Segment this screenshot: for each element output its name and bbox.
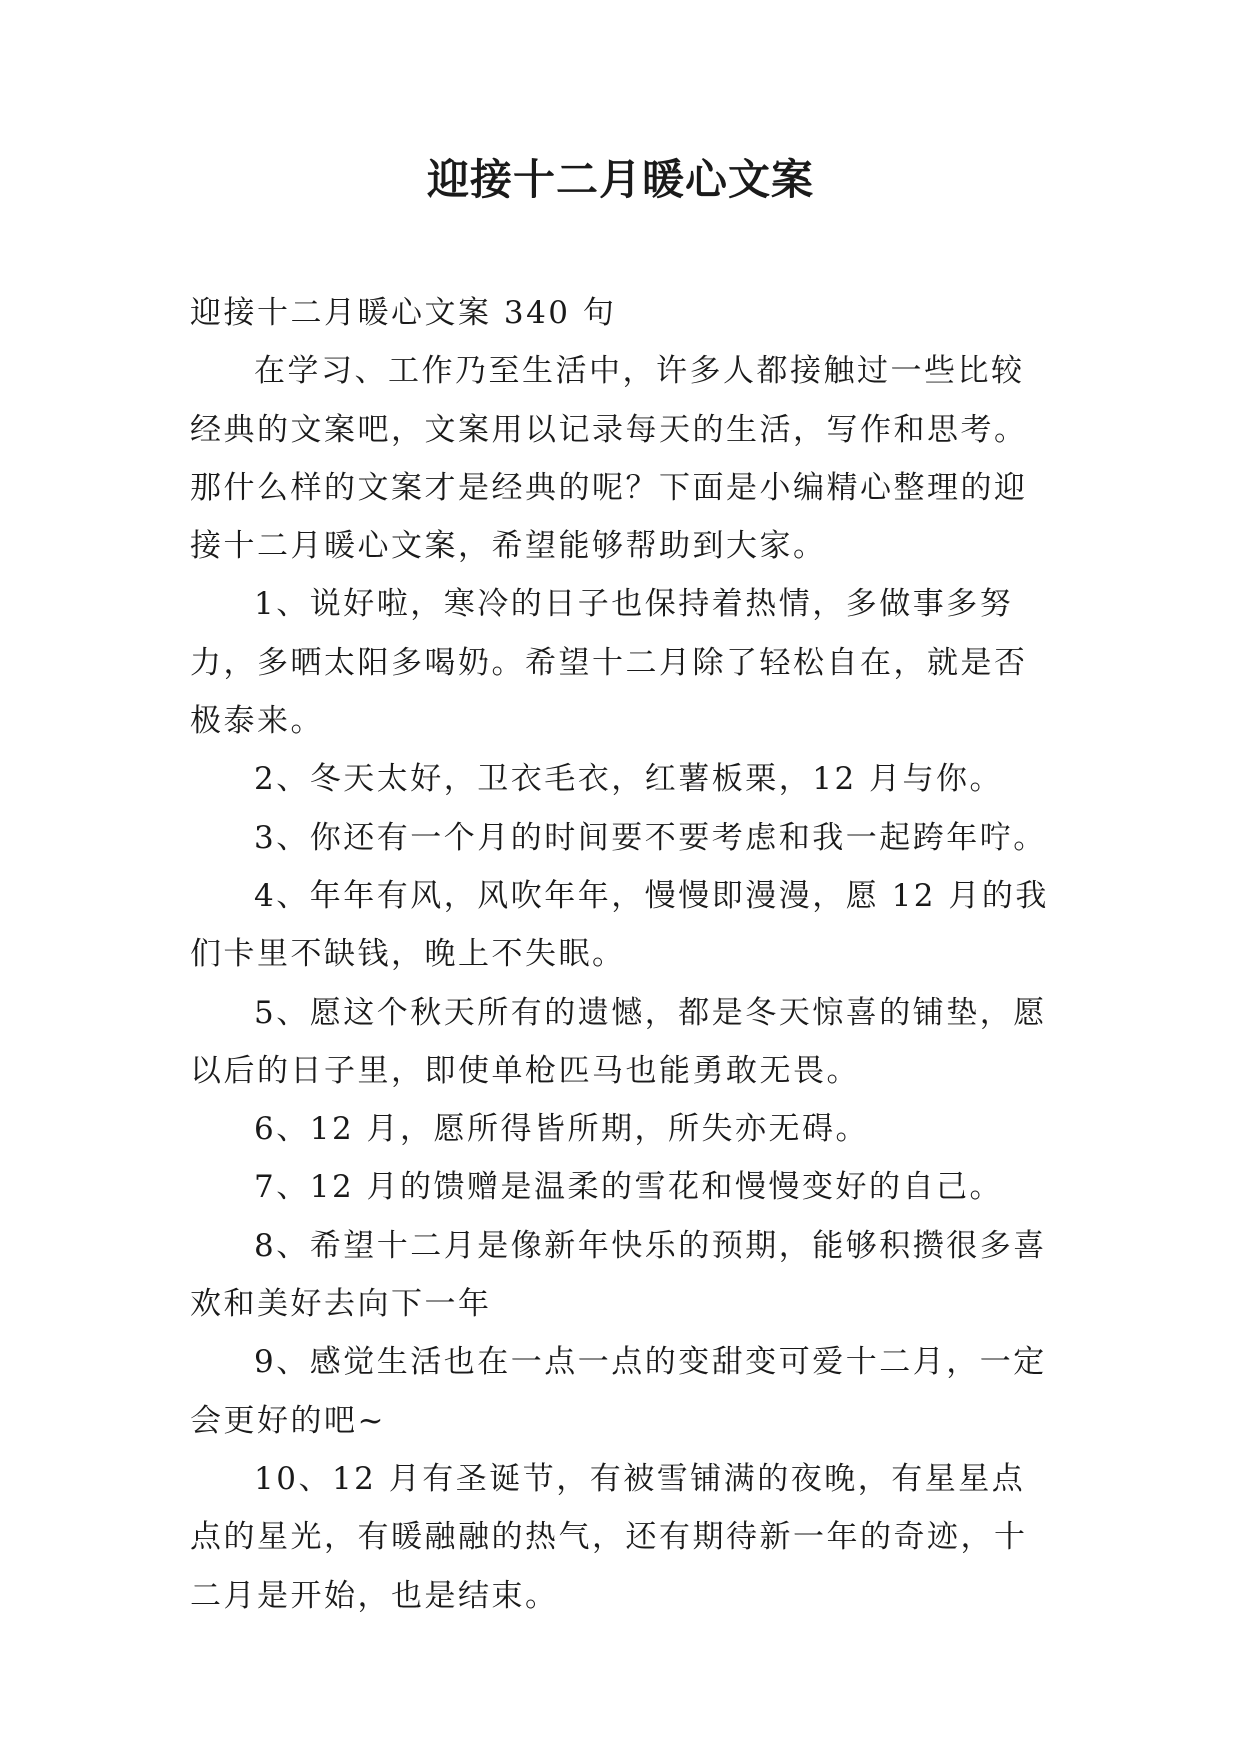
list-item: 8、希望十二月是像新年快乐的预期，能够积攒很多喜欢和美好去向下一年 (190, 1227, 1047, 1323)
list-item: 4、年年有风，风吹年年，慢慢即漫漫，愿 12 月的我们卡里不缺钱，晚上不失眠。 (190, 877, 1049, 973)
list-item: 1、说好啦，寒冷的日子也保持着热情，多做事多努力，多晒太阳多喝奶。希望十二月除了轻松自在，就是否极泰来。 (190, 586, 1028, 740)
list-item: 2、冬天太好，卫衣毛衣，红薯板栗，12 月与你。 (254, 761, 1004, 798)
document-title: 迎接十二月暖心文案 (426, 155, 814, 204)
list-item: 5、愿这个秋天所有的遗憾，都是冬天惊喜的铺垫，愿以后的日子里，即使单枪匹马也能勇敢无畏。 (190, 994, 1047, 1089)
intro-paragraph: 在学习、工作乃至生活中，许多人都接触过一些比较经典的文案吧，文案用以记录每天的生活，写作和思考。那什么样的文案才是经典的呢？下面是小编精心整理的迎接十二月暖心文案，希望能够帮助到大家。 (190, 353, 1028, 565)
list-item: 10、12 月有圣诞节，有被雪铺满的夜晚，有星星点点的星光，有暖融融的热气，还有期待新一年的奇迹，十二月是开始，也是结束。 (190, 1460, 1028, 1614)
document-subtitle: 迎接十二月暖心文案 340 句 (190, 295, 617, 331)
list-item: 6、12 月，愿所得皆所期，所失亦无碍。 (254, 1111, 870, 1148)
list-item: 7、12 月的馈赠是温柔的雪花和慢慢变好的自己。 (254, 1169, 1004, 1206)
document-body (190, 284, 1055, 1625)
list-item: 9、感觉生活也在一点一点的变甜变可爱十二月，一定会更好的吧~ (190, 1344, 1047, 1439)
list-item: 3、你还有一个月的时间要不要考虑和我一起跨年咛。 (254, 819, 1047, 856)
